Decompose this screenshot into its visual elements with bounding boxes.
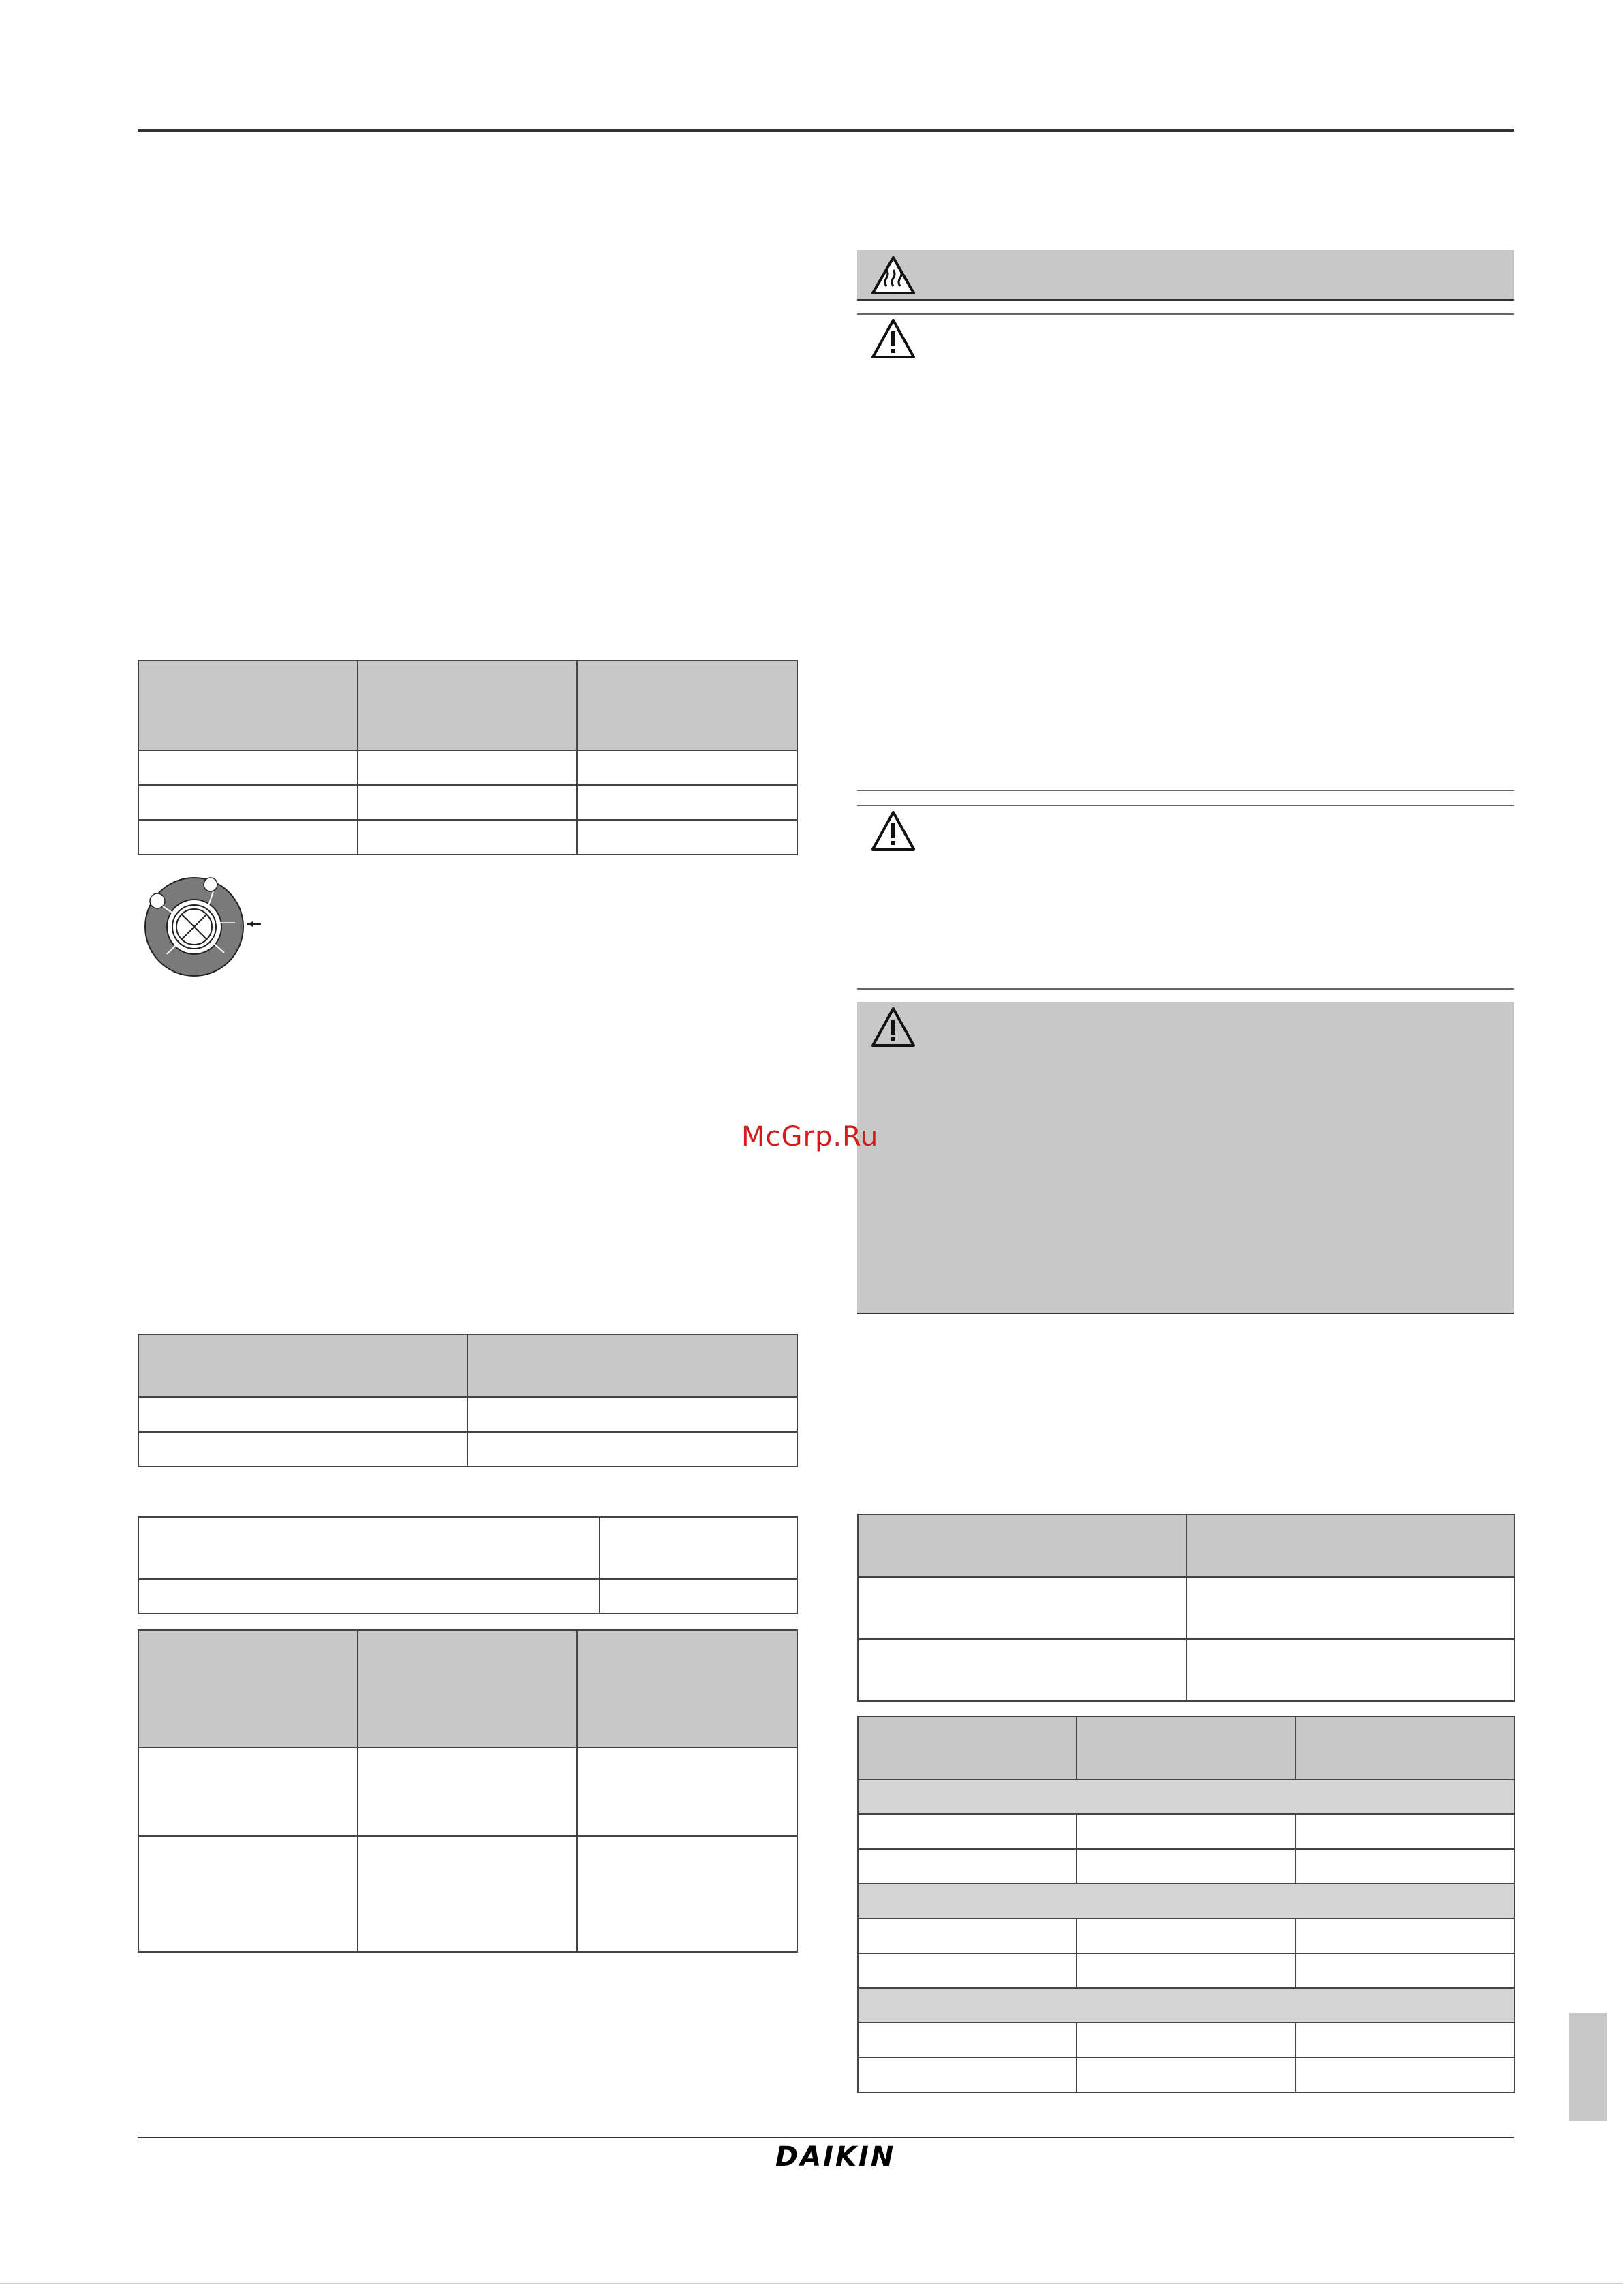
table-row [138,1517,797,1579]
watermark: McGrp.Ru [741,1121,879,1152]
warning-rule [857,313,1514,315]
warning-rule [857,790,1514,791]
table-row [858,1849,1515,1884]
header-rule [138,129,1514,132]
table-6 [857,1716,1515,2093]
footer-rule [138,2137,1514,2138]
table-group-row [858,1988,1515,2023]
hot-surface-caution-band [857,250,1514,299]
warning-box [857,1002,1514,1313]
warning-triangle-icon [870,1006,916,1048]
table-header-row [858,1717,1515,1779]
table-row [138,1432,797,1467]
bottom-edge-line [0,2283,1623,2284]
warning-rule [857,805,1514,806]
table-header-row [858,1514,1515,1577]
table-row [858,1953,1515,1988]
hot-surface-warning-icon [870,255,916,296]
table-3 [138,1516,798,1614]
table-row [858,2057,1515,2092]
table-1 [138,660,798,855]
table-4 [138,1629,798,1953]
warning-rule [857,988,1514,990]
table-row [138,785,797,820]
table-row [138,1579,797,1614]
table-row [138,1747,797,1836]
table-row [858,1814,1515,1849]
warning-box-rule [857,1313,1514,1314]
caution-band-rule [857,299,1514,301]
table-header-row [138,1334,797,1397]
table-2 [138,1334,798,1467]
table-header-row [138,660,797,750]
table-header-row [138,1630,797,1747]
table-row [138,1397,797,1432]
table-5 [857,1514,1515,1702]
table-row [858,1918,1515,1953]
table-row [858,1639,1515,1701]
warning-triangle-icon [870,318,916,360]
pipe-insulation-diagram [140,871,276,981]
brand-logo: DAIKIN [775,2141,896,2173]
table-row [138,820,797,855]
table-group-row [858,1779,1515,1814]
table-row [138,750,797,785]
table-row [858,2023,1515,2057]
table-row [858,1577,1515,1639]
table-row [138,1836,797,1952]
warning-triangle-icon [870,810,916,852]
page-edge-tab [1569,2013,1607,2121]
table-group-row [858,1884,1515,1918]
